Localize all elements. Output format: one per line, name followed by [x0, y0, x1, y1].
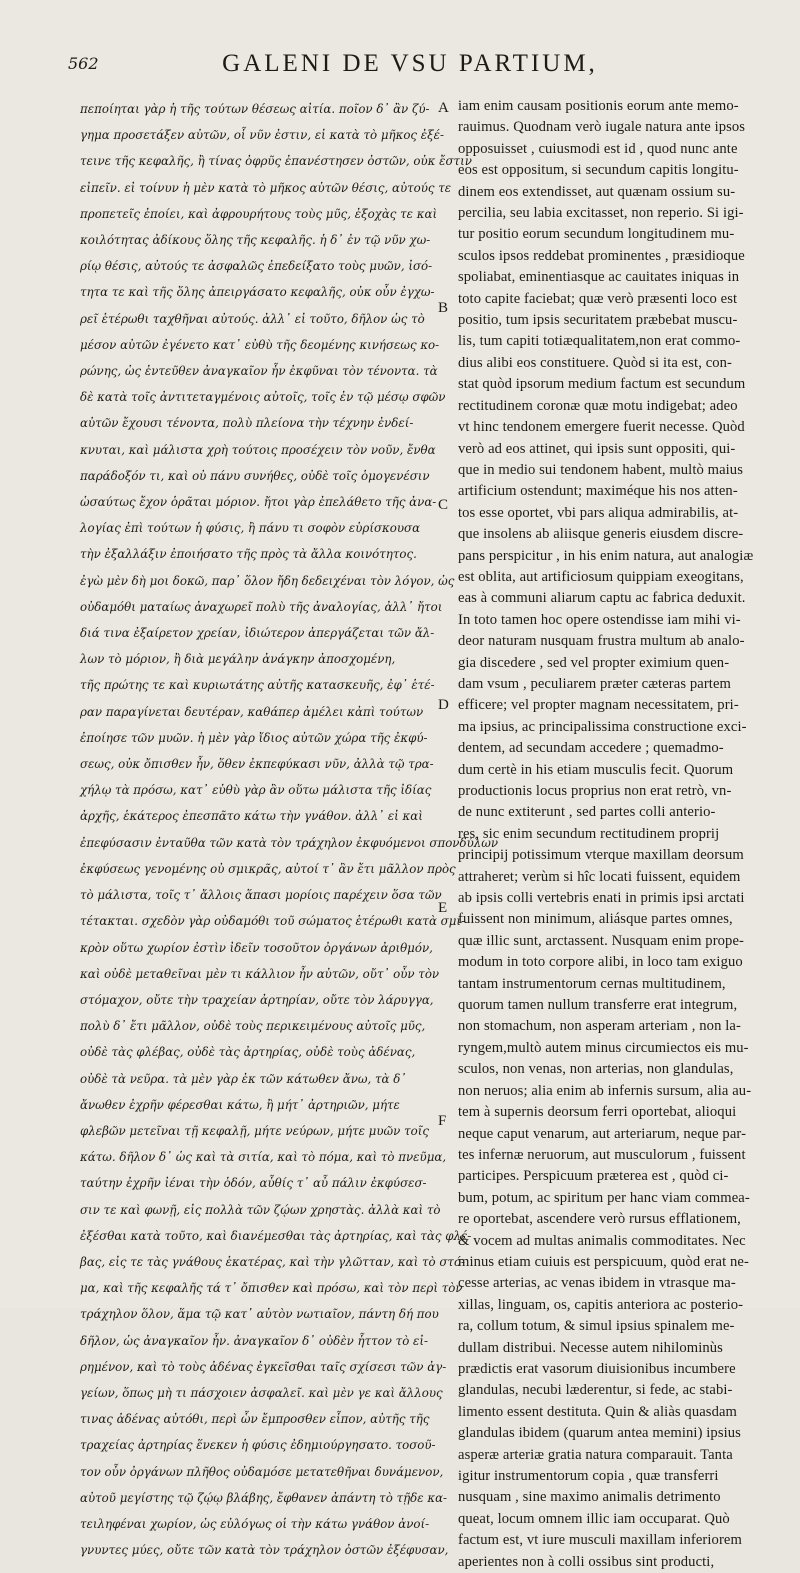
- greek-text-line: γνυντες μύες, οὔτε τῶν κατὰ τὸν τράχηλον ὀστῶν ἐξέφυσαν,: [80, 1543, 449, 1558]
- latin-text-line: principij potissimum vterque maxillam deorsum: [458, 847, 744, 864]
- greek-text-line: κνυται, καὶ μάλιστα χρὴ τούτοις προσέχειν τὸν νοῦν, ἔνθα: [80, 442, 436, 457]
- latin-text-line: ma ipsius, ac principalissima constructione exci-: [458, 718, 747, 735]
- latin-text-line: lis, tum capiti totiæqualitatem,non erat commo-: [458, 333, 741, 350]
- greek-text-line: τητα τε καὶ τῆς ὅλης ἀπειργάσατο κεφαλῆς, οὐκ οὖν ἐγχω-: [80, 285, 435, 300]
- latin-text-line: bum, potum, ac spiritum per hanc viam commea-: [458, 1189, 750, 1206]
- latin-text-line: limento essent destituta. Quin & aliàs quasdam: [458, 1403, 737, 1420]
- latin-text-line: que in medio sui tendonem habent, multò maius: [458, 461, 743, 478]
- greek-text-line: ὡσαύτως ἔχον ὁρᾶται μόριον. ἤτοι γὰρ ἐπελάθετο τῆς ἀνα-: [80, 495, 437, 510]
- latin-text-line: tem à supernis deorsum ferri oportebat, alioqui: [458, 1104, 737, 1121]
- latin-text-line: non neruos; alia enim ab infernis sursum, alia au-: [458, 1082, 752, 1099]
- latin-text-line: productionis locus proprius non erat retrò, vn-: [458, 783, 732, 799]
- latin-text-line: vt hinc tendonem emergere fuerit necesse. Quòd: [458, 419, 745, 436]
- latin-text-line: nusquam , sine maximo animalis detrimento: [458, 1489, 721, 1506]
- greek-text-line: ρεῖ ἑτέρωθι ταχθῆναι αὐτούς. ἀλλ᾽ εἰ τοῦτο, δῆλον ὡς τὸ: [80, 311, 425, 326]
- greek-text-line: μέσον αὐτῶν ἐγένετο κατ᾽ εὐθὺ τῆς δεομένης κινήσεως κο-: [80, 337, 440, 352]
- margin-letter-f: F: [438, 1113, 447, 1129]
- latin-text-line: gia discedere , sed vel propter eximium quen-: [458, 654, 730, 671]
- greek-text-line: λογίας ἐπὶ τούτων ἡ φύσις, ἢ πάνυ τι σοφὸν εὑρίσκουσα: [80, 521, 421, 536]
- greek-text-line: ρημένον, καὶ τὸ τοὺς ἀδένας ἐγκεῖσθαι ταῖς σχίσεσι τῶν ἀγ-: [80, 1359, 447, 1374]
- latin-text-line: dum certè in his etiam musculis fecit. Quorum: [458, 761, 734, 778]
- greek-text-line: μα, καὶ τῆς κεφαλῆς τά τ᾽ ὄπισθεν καὶ πρόσω, καὶ τὸν περὶ τὸν: [80, 1281, 463, 1296]
- greek-text-line: ἐπεφύσασιν ἐνταῦθα τῶν κατὰ τὸν τράχηλον ἐκφυόμενοι σπονδύλων: [80, 835, 499, 850]
- latin-text-line: rauimus. Quodnam verò iugale natura ante ipsos: [458, 119, 746, 136]
- latin-text-line: que insolens ab aliisque generis eiusdem discre-: [458, 526, 744, 543]
- greek-text-line: διά τινα ἐξαίρετον χρείαν, ἰδιώτερον ἀπεργάζεται τῶν ἄλ-: [80, 626, 435, 641]
- greek-text-line: ἐκφύσεως γενομένης οὐ σμικρᾶς, αὐτοί τ᾽ ἂν ἔτι μᾶλλον πρὸς: [80, 861, 456, 876]
- latin-text-line: tantam instrumentorum cernas multitudinem,: [458, 975, 726, 992]
- greek-text-line: λων τὸ μόριον, ἢ διὰ μεγάλην ἀνάγκην ἀποσχομένη,: [80, 652, 396, 667]
- greek-text-line: ἐποίησε τῶν μυῶν. ἡ μὲν γὰρ ἴδιος αὐτῶν χώρα τῆς ἐκφύ-: [80, 730, 428, 745]
- latin-text-line: dius alibi eos constituere. Quòd si ita est, con-: [458, 354, 733, 371]
- latin-text-line: pans perspicitur , in his enim natura, aut analogiæ: [458, 547, 754, 564]
- latin-text-line: artificium ostendunt; maximéque his nos atten-: [458, 483, 738, 500]
- latin-text-line: ra, collum totum, & simul ipsius spinalem me-: [458, 1318, 735, 1335]
- latin-text-line: & vocem ad multas animalis commoditates. Nec: [458, 1232, 746, 1249]
- greek-text-line: βας, εἰς τε τὰς γνάθους ἑκατέρας, καὶ τὴν γλῶτταν, καὶ τὸ στό-: [80, 1254, 466, 1269]
- greek-text-line: καὶ οὐδὲ μεταθεῖναι μὲν τι κάλλιον ἦν αὐτῶν, οὔτ᾽ οὖν τὸν: [80, 966, 440, 981]
- greek-text-line: κάτω. δῆλον δ᾽ ὡς καὶ τὰ σιτία, καὶ τὸ πόμα, καὶ τὸ πνεῦμα,: [80, 1150, 447, 1165]
- latin-text-line: ab ipsis colli vertebris enati in primis ipsi arctati: [458, 890, 745, 907]
- greek-text-line: χήλῳ τὰ πρόσω, κατ᾽ εὐθὺ γὰρ ἂν οὕτω μάλιστα τῆς ἰδίας: [80, 783, 432, 798]
- greek-text-line: ρίῳ θέσις, αὐτούς τε ἀσφαλῶς ἐπεδείξατο τοὺς μυῶν, ἰσό-: [80, 259, 433, 274]
- greek-text-line: τινας ἀδένας αὐτόθι, περὶ ὧν ἔμπροσθεν εἶπον, αὐτῆς τῆς: [80, 1412, 430, 1427]
- latin-text-line: factum est, vt iure musculi maxillam inferiorem: [458, 1532, 742, 1549]
- greek-text-line: δῆλον, ὡς ἀναγκαῖον ἦν. ἀναγκαῖον δ᾽ οὐδὲν ἧττον τὸ εἰ-: [80, 1333, 428, 1348]
- greek-text-line: ἐγὼ μὲν δὴ μοι δοκῶ, παρ᾽ ὅλον ἤδη δεδειχέναι τὸν λόγον, ὡς: [80, 573, 455, 588]
- greek-text-line: προπετεῖς ἐποίει, καὶ ἀφρουρήτους τοὺς μῦς, ἐξοχὰς τε καὶ: [80, 206, 438, 221]
- greek-text-line: κοιλότητας ἀδίκους ὅλης τῆς κεφαλῆς. ἡ δ᾽ ἐν τῷ νῦν χω-: [80, 233, 431, 248]
- latin-text-line: cesse arterias, ac venas ibidem in vtrasque ma-: [458, 1275, 736, 1292]
- latin-text-line: participes. Perspicuum præterea est , quòd ci-: [458, 1168, 729, 1185]
- latin-text-line: de nunc extiterunt , sed partes colli anterio-: [458, 804, 716, 821]
- greek-text-line: οὐδὲ τὰ νεῦρα. τὰ μὲν γὰρ ἐκ τῶν κάτωθεν ἄνω, τὰ δ᾽: [80, 1071, 407, 1086]
- greek-text-line: τὴν ἐξαλλάξιν ἐποιήσατο τῆς πρὸς τὰ ἄλλα κοινότητος.: [80, 547, 417, 562]
- latin-text-line: eas à communi aliarum captu ac fabrica deduxit.: [458, 590, 746, 607]
- latin-text-line: quæ illic sunt, arctassent. Nusquam enim prope-: [458, 932, 744, 949]
- latin-text-line: verò ad eos attinet, qui ipsis sunt oppositi, qui-: [458, 440, 736, 457]
- greek-text-line: εἰπεῖν. εἰ τοίνυν ἡ μὲν κατὰ τὸ μῆκος αὐτῶν θέσις, αὐτούς τε: [80, 180, 452, 195]
- greek-text-line: τέτακται. σχεδὸν γὰρ οὐδαμόθι τοῦ σώματος ἑτέρωθι κατὰ σμι-: [80, 914, 465, 929]
- latin-text-line: stat quòd ipsorum medium factum est secundum: [458, 376, 746, 393]
- latin-text-line: prædictis erat vasorum diuisionibus incumbere: [458, 1360, 736, 1377]
- greek-text-line: γημα προσετάξεν αὐτῶν, οἷ νῦν ἐστιν, εἰ κατὰ τὸ μῆκος ἐξέ-: [80, 128, 444, 143]
- greek-text-line: τειληφέναι χωρίον, ὡς εὐλόγως οἱ τὴν κάτω γνάθον ἀνοί-: [80, 1516, 430, 1531]
- latin-text-line: glandulas, necubi læderentur, si fede, ac stabi-: [458, 1382, 733, 1399]
- latin-text-line: percilia, seu labia excitasset, non reperio. Si igi-: [458, 205, 744, 222]
- margin-letter-e: E: [438, 900, 448, 916]
- latin-text-line: attraheret; verùm si hîc locati fuissent, equidem: [458, 868, 741, 885]
- page-header: [0, 38, 800, 98]
- margin-letter-c: C: [438, 497, 449, 513]
- greek-text-line: ταύτην ἐχρῆν ἰέναι τὴν ὁδόν, αὖθίς τ᾽ αὖ πάλιν ἐκφύσεσ-: [80, 1176, 427, 1191]
- greek-text-line: ἐξέσθαι κατὰ τοῦτο, καὶ διανέμεσθαι τὰς ἀρτηρίας, καὶ τὰς φλέ-: [80, 1228, 472, 1243]
- greek-text-line: αὐτοῦ μεγίστης τῷ ζῴῳ βλάβης, ἔφθανεν ἀπάντη τὸ τῇδε κα-: [80, 1490, 448, 1505]
- running-title: GALENI DE VSU PARTIUM,: [222, 50, 598, 77]
- latin-text-line: asperæ arteriæ gratia natura comparauit. Tanta: [458, 1446, 733, 1463]
- latin-text-line: dinem eos extendisset, aut quænam ossium su-: [458, 183, 736, 200]
- greek-text-line: τραχείας ἀρτηρίας ἕνεκεν ἡ φύσις ἐδημιούργησατο. τοσοῦ-: [80, 1438, 436, 1453]
- greek-text-line: φλεβῶν μετεῖναι τῇ κεφαλῇ, μήτε νεύρων, μήτε μυῶν τοῖς: [80, 1123, 429, 1138]
- latin-text-line: non stomachum, non asperam arteriam , non la-: [458, 1018, 741, 1035]
- latin-text-line: toto capite faciebat; quæ verò præsenti loco est: [458, 290, 738, 307]
- latin-text-line: dentem, ad secundam accedere ; quemadmo-: [458, 740, 724, 757]
- greek-text-line: ἄνωθεν ἐχρῆν φέρεσθαι κάτω, ἢ μήτ᾽ ἀρτηριῶν, μήτε: [80, 1097, 400, 1112]
- latin-text-line: tur positio eorum secundum longitudinem mu-: [458, 226, 735, 243]
- latin-text-line: deor naturam nusquam frustra multum ab analo-: [458, 633, 745, 650]
- greek-text-line: πεποίηται γὰρ ἡ τῆς τούτων θέσεως αἰτία. ποῖον δ᾽ ἂν ζύ-: [80, 102, 430, 116]
- latin-text-line: spoliabat, eminentiasque ac cauitates iniquas in: [458, 269, 740, 286]
- greek-text-line: στόμαχον, οὔτε τὴν τραχείαν ἀρτηρίαν, οὔτε τὸν λάρυγγα,: [80, 992, 434, 1007]
- latin-text-line: dam vsum , peculiarem præter cæteras partem: [458, 675, 731, 692]
- latin-text-line: sculos ipsos reddebat prominentes , præsidioque: [458, 247, 745, 264]
- latin-text-line: igitur instrumentorum copia , quæ transferri: [458, 1468, 719, 1484]
- latin-text-line: positio, tum ipsis securitatem præbebat muscu-: [458, 312, 738, 329]
- latin-text-line: re oportebat, ascendere verò rursus efflationem,: [458, 1211, 741, 1228]
- latin-text-line: neque caput venarum, aut arteriarum, neque par-: [458, 1125, 747, 1142]
- latin-text-line: xillas, linguam, os, capitis anteriora ac posterio-: [458, 1296, 744, 1313]
- greek-text-line: τὸ μάλιστα, τοῖς τ᾽ ἄλλοις ἅπασι μορίοις παρέχειν ὅσα τῶν: [80, 888, 442, 903]
- greek-text-line: κρὸν οὕτω χωρίον ἐστὶν ἰδεῖν τοσοῦτον ὀργάνων ἀριθμόν,: [80, 940, 433, 955]
- margin-letter-a: A: [438, 100, 449, 116]
- latin-text-column: [458, 96, 798, 1573]
- greek-text-line: γείων, ὅπως μὴ τι πάσχοιεν ἀσφαλεῖ. καὶ μὲν γε καὶ ἄλλους: [80, 1385, 443, 1400]
- greek-text-line: ραν παραγίνεται δευτέραν, καθάπερ ἀμέλει κἀπὶ τούτων: [80, 704, 424, 719]
- latin-text-line: sculos, non venas, non arterias, non glandulas,: [458, 1061, 734, 1078]
- latin-text-line: In toto tamen hoc opere ostendisse iam mihi vi-: [458, 611, 741, 628]
- greek-text-line: δὲ κατὰ τοῖς ἀντιτεταγμένοις αὐτοῖς, τοῖς ἐν τῷ μέσῳ σφῶν: [80, 390, 446, 405]
- greek-text-line: ρώνης, ὡς ἐντεῦθεν ἀναγκαῖον ἦν ἐκφῦναι τὸν τένοντα. τὰ: [80, 364, 438, 379]
- greek-text-line: οὐδαμόθι ματαίως ἀναχωρεῖ πολὺ τῆς ἀναλογίας, ἀλλ᾽ ἤτοι: [80, 599, 443, 614]
- latin-text-line: ryngem,multò autem minus circumiectos eis mu-: [458, 1039, 749, 1056]
- latin-text-line: quorum tamen nullum transferre erat integrum,: [458, 997, 738, 1014]
- latin-text-line: glandulas ibidem (quarum antea memini) ipsius: [458, 1425, 741, 1442]
- greek-text-line: σεως, οὐκ ὄπισθεν ἦν, ὅθεν ἐκπεφύκασι νῦν, ἀλλὰ τῷ τρα-: [80, 757, 434, 772]
- greek-text-line: σιν τε καὶ φωνῇ, εἰς πολλὰ τῶν ζῴων χρηστὰς. ἀλλὰ καὶ τὸ: [80, 1202, 441, 1217]
- margin-letter-d: D: [438, 697, 449, 713]
- latin-text-line: rectitudinem coronæ quæ motu indigebat; adeo: [458, 397, 738, 414]
- latin-text-line: minus etiam cuiuis est perspicuum, quòd erat ne-: [458, 1253, 749, 1270]
- margin-letter-b: B: [438, 300, 449, 316]
- latin-text-line: fuissent non minimum, aliásque partes omnes,: [458, 911, 733, 928]
- greek-text-line: παράδοξόν τι, καὶ οὐ πάνυ συνήθες, οὐδὲ τοῖς ὁμογενέσιν: [80, 468, 430, 483]
- latin-text-line: opposuisset , cuiusmodi est id , quod nunc ante: [458, 140, 738, 157]
- latin-text-line: queat, locum omnem illic iam occuparat. Quò: [458, 1510, 730, 1527]
- latin-text-line: efficere; vel propter magnam necessitatem, pri-: [458, 697, 739, 714]
- latin-text-line: modum in toto corpore alibi, in loco tam exiguo: [458, 954, 743, 971]
- latin-text-line: iam enim causam positionis eorum ante memo-: [458, 98, 739, 114]
- greek-text-line: ἀρχῆς, ἑκάτερος ἐπεσπᾶτο κάτω τὴν γνάθον. ἀλλ᾽ εἰ καὶ: [80, 809, 423, 824]
- greek-text-line: τράχηλον ὅλον, ἅμα τῷ κατ᾽ αὐτὸν νωτιαῖον, πάντη δή που: [80, 1307, 439, 1322]
- latin-text-line: aperientes non à colli ossibus sint producti,: [458, 1553, 715, 1570]
- latin-text-line: eos est oppositum, si secundum capitis longitu-: [458, 162, 739, 179]
- latin-text-line: tes infernæ neruorum, aut musculorum , fuissent: [458, 1146, 746, 1163]
- latin-text-line: dullam distribui. Necesse autem nihilominùs: [458, 1339, 723, 1356]
- latin-text-line: res, sic enim secundum rectitudinem proprij: [458, 825, 720, 842]
- greek-text-line: τῆς πρώτης τε καὶ κυριωτάτης αὐτῆς κατασκευῆς, ἐφ᾽ ἑτέ-: [80, 678, 435, 693]
- latin-text-line: est oblita, aut artificiosum quippiam exeogitans,: [458, 568, 744, 585]
- greek-text-line: πολὺ δ᾽ ἔτι μᾶλλον, οὐδὲ τοὺς περικειμένους αὐτοῖς μῦς,: [80, 1019, 426, 1034]
- greek-text-line: αὐτῶν ἔχουσι τένοντα, πολὺ πλείονα τὴν τέχνην ἐνδεί-: [80, 416, 414, 431]
- greek-text-column: [80, 96, 499, 1563]
- latin-text-line: tos esse oportet, vbi pars aliqua admirabilis, at-: [458, 504, 739, 521]
- page-number: 562: [68, 54, 99, 73]
- greek-text-line: τεινε τῆς κεφαλῆς, ἢ τίνας ὀφρῦς ἐπανέστησεν ὀστῶν, οὐκ ἔστιν: [80, 154, 472, 169]
- greek-text-line: οὐδὲ τὰς φλέβας, οὐδὲ τὰς ἀρτηρίας, οὐδὲ τοὺς ἀδένας,: [80, 1045, 416, 1060]
- greek-text-line: τον οὖν ὀργάνων πλῆθος οὐδαμόσε μετατεθῆναι δυνάμενον,: [80, 1464, 444, 1479]
